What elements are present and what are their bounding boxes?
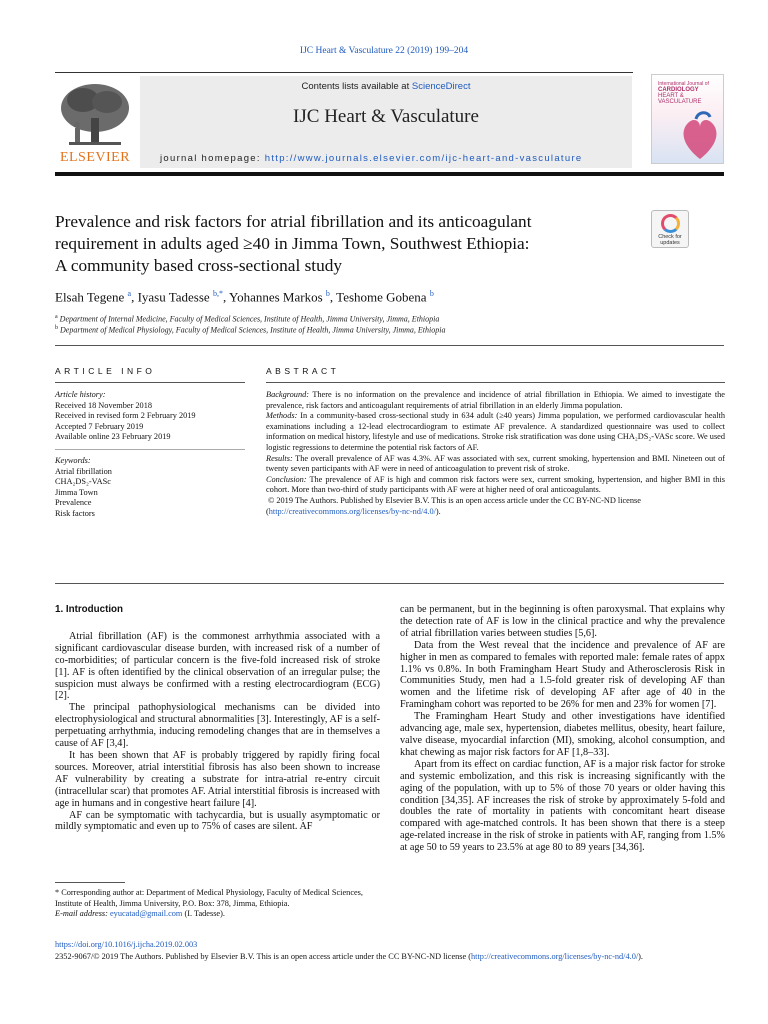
author-name[interactable]: Elsah Tegene xyxy=(55,289,125,305)
journal-cover[interactable] xyxy=(651,74,724,164)
article-info-heading: ARTICLE INFO xyxy=(55,366,156,376)
affiliation-a: $^a$ Department of Internal Medicine, Faculty of Medical Sciences, Institute of Health, Jimma University, Jimma, Ethiopia xyxy=(55,314,440,324)
author-list: Elsah Tegene $^a$, Iyasu Tadesse $^{b,*}$, Yohannes Markos $^b$, Teshome Gobena $^b$ xyxy=(55,289,434,305)
keywords: Keywords: Atrial fibrillation CHA₂DS₂-VASc Jimma Town Prevalence Risk factors xyxy=(55,456,245,520)
corresponding-author-footnote: * Corresponding author at: Department of Medical Physiology, Faculty of Medical Sciences, Institute of Health, Jimma University, P.O. Box: 378, Jimma, Ethiopia. E-mail address: eyucatad@gmail.com (I. Tadesse). xyxy=(55,882,380,920)
paragraph: The Framingham Heart Study and other investigations have identified advancing age, male sex, hypertension, diabetes mellitus, obesity, heart failure, valve disease, myocardial infarction (MI), smoking, alcohol consumption, and khat chewing as major risk factors for AF [1,8–33]. xyxy=(400,711,725,758)
author-name[interactable]: Teshome Gobena xyxy=(336,289,427,305)
paragraph: AF can be symptomatic with tachycardia, but is usually asymptomatic or mildly symptomatic and even up to 75% of cases are silent. AF xyxy=(55,809,380,833)
check-updates-icon xyxy=(661,214,680,233)
keyword: Jimma Town xyxy=(55,487,98,497)
journal-homepage: journal homepage: http://www.journals.elsevier.com/ijc-heart-and-vasculature xyxy=(160,153,583,164)
header-rule xyxy=(55,72,633,73)
abstract-text: Background: There is no information on the prevalence and incidence of atrial fibrillation in Ethiopia. We aimed to investigate the prevalence, risk factors and anticoagulant requirements of atrial fibrillation in an elderly Jimma population. Methods: In a community-based cross-sectional study in 634 adult (≥40 years) Jimma population, we performed cardiovascular health examinations including a 12-lead electrocardiogram to estimate AF prevalence. A standardized questionnaire was used to collect information on medical history, lifestyle and use of medications. Stroke risk stratification was done using CHA₂DS₂-VASc score. We used logistic regressions to determine the potential risk factors of AF. Results: The overall prevalence of AF was 4.3%. AF was associated with sex, current smoking, hypertension and BMI. Nineteen out of twenty seven participants with AF were in need of anticoagulation to prevent risk of stroke. Conclusion: The prevalence of AF is high and common risk factors were sex, current smoking, hypertension, and higher BMI in this cohort. More than two-third of study participants with AF were at higher need of oral anticoagulants. © 2019 The Authors. Published by Elsevier B.V. This is an open access article under the CC BY-NC-ND license (http://creativecommons.org/licenses/by-nc-nd/4.0/). xyxy=(266,390,725,516)
sciencedirect-link[interactable]: ScienceDirect xyxy=(411,81,471,92)
homepage-link[interactable]: http://www.journals.elsevier.com/ijc-heart-and-vasculature xyxy=(264,153,583,164)
article-history: Article history: Received 18 November 2018 Received in revised form 2 February 2019 Accepted 7 February 2019 Available online 23 February 2019 xyxy=(55,390,196,442)
author-name[interactable]: Yohannes Markos xyxy=(228,289,323,305)
paragraph: The principal pathophysiological mechanisms can be divided into electrophysiological and structural abnormalities [3]. Interestingly, AF is a self-perpetuating arrhythmia, inducing remodeling changes that are in themselves a cause of AF [3,4]. xyxy=(55,702,380,750)
divider xyxy=(55,449,245,450)
body-left-column xyxy=(55,604,380,833)
heart-illustration-icon xyxy=(678,109,722,163)
affiliation-b: $^b$ Department of Medical Physiology, Faculty of Medical Sciences, Institute of Health, Jimma University, Jimma, Ethiopia xyxy=(55,325,446,335)
journal-citation[interactable]: IJC Heart & Vasculature 22 (2019) 199–204 xyxy=(299,46,469,56)
keyword: Atrial fibrillation xyxy=(55,466,112,476)
journal-title: IJC Heart & Vasculature xyxy=(293,106,479,127)
email-link[interactable]: eyucatad@gmail.com xyxy=(110,909,183,918)
paragraph: It has been shown that AF is probably triggered by rapidly firing focal sources. Moreover, atrial interstitial fibrosis has also been shown to increase AF vulnerability by creating a substrate for intra-atrial re-entry circuit (intracellular scar) that promotes AF. Atrial interstitial fibrosis is increased with age in humans and in congestive heart failure [4]. xyxy=(55,749,380,809)
keyword: Risk factors xyxy=(55,508,95,518)
license-link[interactable]: http://creativecommons.org/licenses/by-nc-nd/4.0/ xyxy=(268,506,436,516)
doi-link[interactable]: https://doi.org/10.1016/j.ijcha.2019.02.003 xyxy=(55,940,198,949)
divider xyxy=(55,583,724,584)
author-name[interactable]: Iyasu Tadesse xyxy=(137,289,210,305)
article-title: Prevalence and risk factors for atrial fibrillation and its anticoagulant requirement in adults aged ≥40 in Jimma Town, Southwest Ethiopia: A community based cross-sectional study xyxy=(55,212,532,275)
cover-text: International Journal of CARDIOLOGY HEART & VASCULATURE xyxy=(658,81,709,105)
body-right-column xyxy=(400,604,725,854)
copyright-line: 2352-9067/© 2019 The Authors. Published by Elsevier B.V. This is an open access article under the CC BY-NC-ND license (http://creativecommons.org/licenses/by-nc-nd/4.0/). xyxy=(55,952,644,961)
contents-line: Contents lists available at ScienceDirect xyxy=(301,81,471,92)
publisher-name: ELSEVIER xyxy=(59,150,131,165)
paragraph: Apart from its effect on cardiac function, AF is a major risk factor for stroke and systemic embolization, and this risk is increasing significantly with the aging of the population, with up to 5% of those 70 years or older having this condition [34,35]. AF increases the risk of stroke by approximately 5-fold and doubles the rate of mortality in patients with concomitant heart disease compared with age-matched controls. It has been shown that there is a steep age-related increase in the risk of stroke in patients with AF, ranging from 1.5% at age 50 to 59 years to 23.5% at age 80 to 89 years [34,36]. xyxy=(400,758,725,854)
paragraph: Data from the West reveal that the incidence and prevalence of AF are higher in men as compared to females with reported male: female rates of appx 1.1% vs 0.8%. In both Framingham Heart Study and Atherosclerosis Risk in Communities Study, men had a 1.5-fold greater risk of developing AF than women and the lifetime risk of developing AF after age of 40 in the Framingham cohort was reported to be 26% for men and 23% for women [7]. xyxy=(400,639,725,711)
abstract-heading: ABSTRACT xyxy=(266,366,340,376)
check-for-updates-button[interactable]: Check for updates xyxy=(651,210,689,248)
copyright-license-link[interactable]: http://creativecommons.org/licenses/by-nc-nd/4.0/ xyxy=(471,952,639,961)
divider xyxy=(266,382,725,383)
divider xyxy=(55,345,724,346)
paragraph: Atrial fibrillation (AF) is the commonest arrhythmia associated with a significant cardiovascular disease burden, with increased risk of a number of co-morbidities; of particular concern is the five-fold increased risk of stroke [1]. AF is often identified by the clinical observation of an irregular pulse; the suspicion must always be confirmed with a resting electrocardiogram (ECG) [2]. xyxy=(55,630,380,702)
elsevier-logo xyxy=(55,78,135,166)
header-thick-rule xyxy=(55,172,724,176)
keyword: CHA₂DS₂-VASc xyxy=(55,477,111,487)
paragraph: can be permanent, but in the beginning is often paroxysmal. That explains why the detection rate of AF is low in the clinical practice and why the prevalence of atrial fibrillation varies between studies [5,6]. xyxy=(400,604,725,639)
keyword: Prevalence xyxy=(55,498,92,508)
section-heading: 1. Introduction xyxy=(55,604,124,615)
footnote-rule xyxy=(55,882,125,883)
divider xyxy=(55,382,245,383)
